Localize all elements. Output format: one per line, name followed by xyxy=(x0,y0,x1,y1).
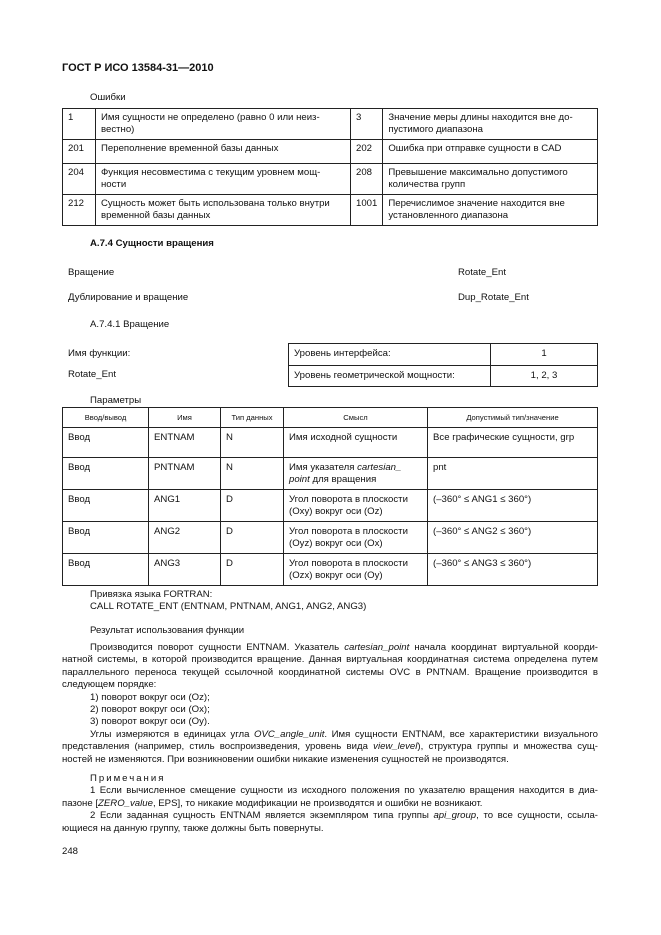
error-code: 204 xyxy=(63,164,96,195)
section-heading: А.7.4 Сущности вращения xyxy=(90,238,214,249)
io-cell: Ввод xyxy=(63,458,149,490)
text: 1 Если вычисленное смещение сущности из исходного положения по указателю вращения находится в диа-пазоне [ xyxy=(62,785,598,809)
column-header: Имя xyxy=(149,408,221,428)
error-text: Функция несовместима с текущим уровнем мощ-ности xyxy=(96,164,351,195)
name-cell: PNTNAM xyxy=(149,458,221,490)
text: Производится поворот сущности ENTNAM. Указатель xyxy=(90,642,345,653)
meaning-cell xyxy=(284,490,428,522)
error-code: 1001 xyxy=(351,195,383,226)
text: 2 Если заданная сущность ENTNAM является экземпляром типа группы xyxy=(90,810,434,822)
text: cartesian_ point xyxy=(289,462,402,485)
name-cell: ENTNAM xyxy=(149,428,221,458)
io-cell: Ввод xyxy=(63,428,149,458)
term: cartesian_point xyxy=(344,642,410,653)
term: ZERO_value xyxy=(98,797,153,809)
name-cell: ANG1 xyxy=(149,490,221,522)
function-name: Rotate_Ent xyxy=(68,369,117,380)
entity-en: Rotate_Ent xyxy=(458,267,507,278)
allowed-cell: pnt xyxy=(428,458,598,490)
column-header: Допустимый тип/значение xyxy=(428,408,598,428)
type-cell: D xyxy=(221,554,284,586)
table-row xyxy=(289,365,598,387)
text: Угол поворота в плоскости (Ozx) вокруг оси (Oy) xyxy=(289,558,408,581)
meaning-cell xyxy=(284,428,428,458)
params-table xyxy=(62,407,598,586)
note xyxy=(62,810,598,835)
errors-label: Ошибки xyxy=(90,92,126,103)
table-row xyxy=(63,428,598,458)
error-text: Сущность может быть использована только внутри временной базы данных xyxy=(96,195,351,226)
error-code: 201 xyxy=(63,140,96,164)
document-title: ГОСТ Р ИСО 13584-31—2010 xyxy=(62,62,214,74)
params-label: Параметры xyxy=(90,395,142,406)
result-label: Результат использования функции xyxy=(90,625,245,636)
error-code: 202 xyxy=(351,140,383,164)
text: Угол поворота в плоскости (Oxy) вокруг оси (Oz) xyxy=(289,494,408,517)
error-text: Имя сущности не определено (равно 0 или неиз-вестно) xyxy=(96,109,351,140)
list-item: 2) поворот вокруг оси (Ox); xyxy=(90,704,210,716)
error-text: Ошибка при отправке сущности в CAD xyxy=(383,140,598,164)
text: начала координат виртуальной коорди-натной системы, в которой производится вращение. Данная виртуальная координатная система определена путем параллельного переноса текущей ссылочной координатной системы OVC в PNTNAM. Вращение производится в следующем порядке: xyxy=(62,642,599,691)
table-row xyxy=(63,458,598,490)
meaning-cell xyxy=(284,458,428,490)
type-cell: N xyxy=(221,458,284,490)
type-cell: N xyxy=(221,428,284,458)
page-number: 248 xyxy=(62,846,79,857)
table-row xyxy=(63,140,598,164)
text: для вращения xyxy=(309,474,377,485)
list-item: 3) поворот вокруг оси (Oy). xyxy=(90,716,210,728)
fortran-call: CALL ROTATE_ENT (ENTNAM, PNTNAM, ANG1, ANG2, ANG3) xyxy=(90,601,367,612)
table-row xyxy=(63,164,598,195)
table-row xyxy=(63,490,598,522)
text: Углы измеряются в единицах угла xyxy=(90,728,254,740)
table-row xyxy=(63,522,598,554)
column-header: Тип данных xyxy=(221,408,284,428)
error-code: 212 xyxy=(63,195,96,226)
allowed-cell: (–360° ≤ ANG1 ≤ 360°) xyxy=(428,490,598,522)
io-cell: Ввод xyxy=(63,490,149,522)
result-text xyxy=(62,642,598,835)
fortran-binding xyxy=(90,589,366,613)
paragraph xyxy=(62,642,598,692)
table-header-row xyxy=(63,408,598,428)
level-label: Уровень геометрической мощности: xyxy=(289,365,491,387)
error-code: 3 xyxy=(351,109,383,140)
error-text: Перечислимое значение находится вне установленного диапазона xyxy=(383,195,598,226)
function-levels-table xyxy=(288,343,598,387)
level-label: Уровень интерфейса: xyxy=(289,344,491,366)
subsection-heading: А.7.4.1 Вращение xyxy=(90,319,170,330)
io-cell: Ввод xyxy=(63,554,149,586)
error-text: Переполнение временной базы данных xyxy=(96,140,351,164)
entity-ru: Вращение xyxy=(68,267,115,278)
text: Имя исходной сущности xyxy=(289,432,398,443)
meaning-cell xyxy=(284,522,428,554)
level-value: 1 xyxy=(491,344,598,366)
error-code: 1 xyxy=(63,109,96,140)
note xyxy=(62,785,598,810)
table-row xyxy=(289,344,598,366)
level-value: 1, 2, 3 xyxy=(491,365,598,387)
table-row xyxy=(63,195,598,226)
entity-en: Dup_Rotate_Ent xyxy=(458,292,529,303)
text: . Имя сущности ENTNAM, все характеристики визуального представления (например, стиль воспроизведения, уровень вида xyxy=(62,728,598,753)
entity-ru: Дублирование и вращение xyxy=(68,292,189,303)
allowed-cell: Все графические сущности, grp xyxy=(428,428,598,458)
type-cell: D xyxy=(221,490,284,522)
name-cell: ANG3 xyxy=(149,554,221,586)
text: Имя указателя xyxy=(289,462,358,473)
error-code: 208 xyxy=(351,164,383,195)
type-cell: D xyxy=(221,522,284,554)
paragraph xyxy=(62,729,598,766)
fortran-label: Привязка языка FORTRAN: xyxy=(90,589,213,600)
notes-label: Примечания xyxy=(90,773,166,785)
text: , EPS], то никакие модификации не производятся и ошибки не возникают. xyxy=(152,797,483,809)
text: Угол поворота в плоскости (Oyz) вокруг оси (Ox) xyxy=(289,526,408,549)
text: , то все сущности, ссыла-ющиеся на данную группу, также должны быть повернуты. xyxy=(62,810,598,834)
allowed-cell: (–360° ≤ ANG3 ≤ 360°) xyxy=(428,554,598,586)
meaning-cell xyxy=(284,554,428,586)
name-cell: ANG2 xyxy=(149,522,221,554)
allowed-cell: (–360° ≤ ANG2 ≤ 360°) xyxy=(428,522,598,554)
function-name-label: Имя функции: xyxy=(68,348,131,359)
error-text: Превышение максимально допустимого количества групп xyxy=(383,164,598,195)
term: view_level xyxy=(373,741,418,753)
term: api_group xyxy=(433,810,477,822)
errors-table xyxy=(62,108,598,226)
table-row xyxy=(63,554,598,586)
term: OVC_angle_unit xyxy=(254,728,325,740)
list-item: 1) поворот вокруг оси (Oz); xyxy=(90,691,210,703)
table-row xyxy=(63,109,598,140)
error-text: Значение меры длины находится вне до-пустимого диапазона xyxy=(383,109,598,140)
io-cell: Ввод xyxy=(63,522,149,554)
column-header: Ввод/вывод xyxy=(63,408,149,428)
text: ), структура группы и множества сущ-ностей не изменяются. При возникновении ошибки никакие изменения сущностей не производятся. xyxy=(62,741,598,765)
column-header: Смысл xyxy=(284,408,428,428)
